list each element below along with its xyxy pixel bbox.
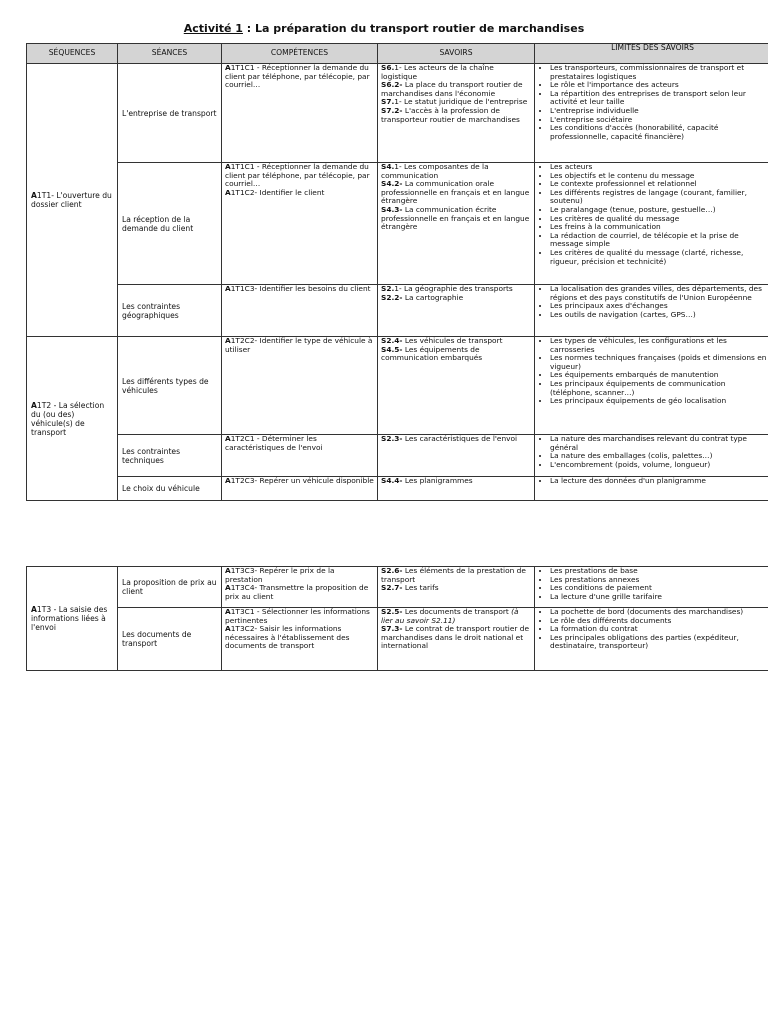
savoir-cell — [378, 435, 535, 477]
savoir-item — [381, 206, 531, 232]
limite-item: • La formation du contrat — [550, 625, 767, 634]
limite-list — [538, 608, 767, 651]
limite-list — [538, 163, 767, 266]
savoir-item-code: S2.6- — [381, 566, 403, 575]
competence-item — [225, 584, 374, 601]
competence-item — [225, 435, 374, 452]
savoir-item-code: S4.3- — [381, 204, 403, 214]
sequence-code: A — [31, 191, 37, 200]
competence-item-text: 1T2C2- Identifier le type de véhicule à utiliser — [225, 336, 373, 354]
competence-cell — [222, 435, 378, 477]
table-row — [27, 337, 768, 435]
competence-item-code: A — [225, 336, 231, 345]
table-row — [27, 608, 768, 671]
savoir-item — [381, 567, 531, 584]
savoir-item — [381, 81, 531, 98]
savoir-cell — [378, 285, 535, 337]
savoir-item-text: 1- La géographie des transports — [394, 284, 513, 293]
competence-item — [225, 337, 374, 354]
savoir-item-code: S2.5- — [381, 607, 403, 616]
competence-item-text: 1T1C1 - Réceptionner la demande du client par téléphone, par télécopie, par courriel… — [225, 162, 370, 189]
table-row — [27, 285, 768, 337]
savoir-item — [381, 584, 531, 593]
savoir-cell — [378, 477, 535, 501]
savoir-cell — [378, 337, 535, 435]
limite-item: • La lecture des données d'un planigramme — [550, 477, 767, 486]
savoir-item — [381, 608, 531, 625]
savoir-item-code: S4.4- — [381, 476, 403, 485]
savoir-cell — [378, 567, 535, 608]
savoir-item — [381, 64, 531, 81]
competence-item-code: A — [225, 63, 231, 72]
savoir-item — [381, 625, 531, 651]
savoir-item-text: 1- Les acteurs de la chaîne logistique — [381, 63, 494, 81]
limite-item: • La pochette de bord (documents des marchandises) — [550, 608, 767, 617]
savoir-item-code: S2.2- — [381, 292, 403, 302]
savoir-item-text: Les caractéristiques de l'envoi — [402, 434, 518, 443]
limite-item: • Les prestations annexes — [550, 576, 767, 585]
header-seances: SÉANCES — [118, 44, 222, 64]
sequence-cell — [27, 337, 118, 501]
competence-item-code: A — [225, 187, 231, 197]
limite-item: • L'encombrement (poids, volume, longueur) — [550, 461, 767, 470]
limite-item: • Les principaux équipements de communication (téléphone, scanner…) — [550, 380, 767, 397]
seance-cell: Les contraintes géographiques — [118, 285, 222, 337]
limite-item: • Le rôle et l'importance des acteurs — [550, 81, 767, 90]
savoir-item-code: S6.2- — [381, 80, 403, 90]
savoir-item-code: S7.3- — [381, 624, 403, 634]
competence-item-code: A — [225, 566, 231, 575]
competence-item — [225, 285, 374, 294]
competence-item — [225, 477, 374, 486]
savoir-item-code: S4. — [381, 162, 395, 171]
seance-cell: L'entreprise de transport — [118, 64, 222, 163]
savoir-item — [381, 107, 531, 124]
table-row — [27, 567, 768, 608]
limite-item: • L'entreprise individuelle — [550, 107, 767, 116]
limite-item: • Les principales obligations des parties (expéditeur, destinataire, transporteur) — [550, 634, 767, 651]
limite-cell — [535, 285, 768, 337]
limite-item: • Les principaux équipements de géo localisation — [550, 397, 767, 406]
competence-item — [225, 608, 374, 625]
sequence-title: 1T3 - La saisie des informations liées à l'envoi — [31, 605, 108, 632]
competence-cell — [222, 337, 378, 435]
savoir-item — [381, 435, 531, 444]
competence-item — [225, 163, 374, 189]
limite-item: • Les normes techniques françaises (poids et dimensions en vigueur) — [550, 354, 767, 371]
savoir-item — [381, 346, 531, 363]
limite-item: • L'entreprise sociétaire — [550, 116, 767, 125]
sequence-cell — [27, 567, 118, 671]
limite-item: • Les principaux axes d'échanges — [550, 302, 767, 311]
limite-cell — [535, 64, 768, 163]
savoir-item-text: L'accès à la profession de transporteur routier de marchandises — [381, 105, 520, 124]
savoir-item-code: S2.7- — [381, 583, 403, 593]
savoir-item-code: S4.2- — [381, 179, 403, 189]
limite-cell — [535, 337, 768, 435]
competence-item-code: A — [225, 583, 231, 593]
limite-cell — [535, 477, 768, 501]
competence-item-text: 1T3C4- Transmettre la proposition de prix au client — [225, 583, 369, 601]
header-row — [27, 44, 768, 64]
competence-item — [225, 64, 374, 90]
competence-item — [225, 189, 374, 198]
limite-item: • Les conditions de paiement — [550, 584, 767, 593]
competence-item-text: 1T3C2- Saisir les informations nécessaires à l'établissement des documents de transport — [225, 624, 350, 651]
competence-item-text: 1T3C3- Repérer le prix de la prestation — [225, 566, 335, 584]
limite-list — [538, 435, 767, 469]
savoir-item — [381, 180, 531, 206]
limite-item: • La localisation des grandes villes, des départements, des régions et des pays constitutifs de l'Union Européenne — [550, 285, 767, 302]
limite-cell — [535, 163, 768, 285]
competence-item — [225, 625, 374, 651]
limite-item: • Les conditions d'accès (honorabilité, capacité professionnelle, capacité financière) — [550, 124, 767, 141]
sequence-cell — [27, 64, 118, 337]
competence-cell — [222, 64, 378, 163]
competence-cell — [222, 477, 378, 501]
savoir-item-text: Les véhicules de transport — [402, 336, 503, 345]
title-text: : La préparation du transport routier de marchandises — [242, 22, 585, 35]
limite-list — [538, 477, 767, 486]
header-competences: COMPÉTENCES — [222, 44, 378, 64]
sequence-code: A — [31, 605, 37, 614]
seance-cell: Les contraintes techniques — [118, 435, 222, 477]
limite-cell — [535, 435, 768, 477]
limite-list — [538, 64, 767, 141]
savoir-item-text: Les équipements de communication embarqués — [381, 344, 483, 363]
seance-cell: La proposition de prix au client — [118, 567, 222, 608]
limite-item: • La nature des marchandises relevant du contrat type général — [550, 435, 767, 452]
competence-item — [225, 567, 374, 584]
competence-cell — [222, 567, 378, 608]
header-savoirs: SAVOIRS — [378, 44, 535, 64]
competence-cell — [222, 608, 378, 671]
table-row — [27, 435, 768, 477]
savoir-item-text: Les éléments de la prestation de transport — [381, 566, 526, 584]
competence-item-code: A — [225, 607, 231, 616]
seance-cell: Le choix du véhicule — [118, 477, 222, 501]
savoir-item-text: Les planigrammes — [402, 476, 473, 485]
limite-item: • Les objectifs et le contenu du message — [550, 172, 767, 181]
limite-item: • Les outils de navigation (cartes, GPS…) — [550, 311, 767, 320]
limite-cell — [535, 608, 768, 671]
competence-item-text: 1T1C1 - Réceptionner la demande du client par téléphone, par télécopie, par courriel… — [225, 63, 370, 90]
limite-item: • Les différents registres de langage (courant, familier, soutenu) — [550, 189, 767, 206]
savoir-item-code: S2. — [381, 284, 395, 293]
limite-item: • Le contexte professionnel et relationnel — [550, 180, 767, 189]
savoir-item-text: La communication écrite professionnelle en français et en langue étrangère — [381, 204, 530, 232]
limite-cell — [535, 567, 768, 608]
savoir-item-text: Le contrat de transport routier de marchandises dans le droit national et international — [381, 624, 529, 651]
limite-item: • La répartition des entreprises de transport selon leur activité et leur taille — [550, 90, 767, 107]
limite-item: • La rédaction de courriel, de télécopie et la prise de message simple — [550, 232, 767, 249]
savoir-item — [381, 477, 531, 486]
competence-item-code: A — [225, 284, 231, 293]
competence-item-text: 1T1C2- Identifier le client — [230, 187, 325, 197]
limite-item: • Les types de véhicules, les configurations et les carrosseries — [550, 337, 767, 354]
limite-item: • Les équipements embarqués de manutention — [550, 371, 767, 380]
sequence-title: 1T1- L'ouverture du dossier client — [31, 191, 112, 209]
savoir-item — [381, 163, 531, 180]
limite-item: • La lecture d'une grille tarifaire — [550, 593, 767, 602]
sequence-title: 1T2 - La sélection du (ou des) véhicule(s) de transport — [31, 400, 105, 437]
competence-item-code: A — [225, 162, 231, 171]
competence-item-text: 1T2C3- Repérer un véhicule disponible — [230, 476, 374, 485]
limite-item: • Les critères de qualité du message (clarté, richesse, rigueur, précision et technicité) — [550, 249, 767, 266]
savoir-item-code: S2.4- — [381, 336, 403, 345]
header-sequences: SÉQUENCES — [27, 44, 118, 64]
limite-item: • La nature des emballages (colis, palettes…) — [550, 452, 767, 461]
activity-label: Activité 1 — [183, 22, 243, 35]
limite-item: • Les freins à la communication — [550, 223, 767, 232]
sequence-code: A — [31, 400, 37, 410]
savoir-cell — [378, 608, 535, 671]
savoir-item — [381, 294, 531, 303]
competence-cell — [222, 163, 378, 285]
limite-item: • Le rôle des différents documents — [550, 617, 767, 626]
table-row — [27, 477, 768, 501]
header-limites: LIMITES DES SAVOIRS — [535, 44, 768, 64]
savoir-item-note: (à lier au savoir S2.11) — [381, 607, 519, 625]
competence-item-text: 1T2C1 - Déterminer les caractéristiques de l'envoi — [225, 434, 323, 452]
limite-item: • Les transporteurs, commissionnaires de transport et prestataires logistiques — [550, 64, 767, 81]
limite-item: • Les acteurs — [550, 163, 767, 172]
competence-item-code: A — [225, 434, 231, 443]
savoir-item-text: La communication orale professionnelle en français et en langue étrangère — [381, 179, 530, 206]
competence-item-code: A — [225, 624, 231, 634]
limite-item: • Le paralangage (tenue, posture, gestuelle…) — [550, 206, 767, 215]
competence-item-code: A — [225, 476, 231, 485]
competence-item-text: 1T1C3- Identifier les besoins du client — [230, 284, 371, 293]
savoir-cell — [378, 64, 535, 163]
page-title — [0, 22, 768, 35]
competence-cell — [222, 285, 378, 337]
seance-cell: Les documents de transport — [118, 608, 222, 671]
savoir-item-code: S2.3- — [381, 434, 403, 443]
seance-cell: La réception de la demande du client — [118, 163, 222, 285]
competences-table-2 — [26, 566, 768, 671]
savoir-item-code: S7. — [381, 97, 395, 107]
savoir-item-text: 1- Les composantes de la communication — [381, 162, 489, 180]
savoir-item-text: Les tarifs — [402, 583, 439, 593]
savoir-item-code: S6. — [381, 63, 395, 72]
savoir-item-code: S4.5- — [381, 344, 403, 354]
savoir-item-text: La place du transport routier de marchandises dans l'économie — [381, 80, 523, 98]
savoir-cell — [378, 163, 535, 285]
savoir-item-text: La cartographie — [402, 292, 464, 302]
competences-table-1 — [26, 43, 768, 501]
table-row — [27, 163, 768, 285]
limite-list — [538, 285, 767, 319]
limite-item: • Les critères de qualité du message — [550, 215, 767, 224]
limite-list — [538, 337, 767, 406]
limite-item: • Les prestations de base — [550, 567, 767, 576]
seance-cell: Les différents types de véhicules — [118, 337, 222, 435]
table-row — [27, 64, 768, 163]
savoir-item-text: 1- Le statut juridique de l'entreprise — [394, 97, 528, 107]
limite-list — [538, 567, 767, 601]
competence-item-text: 1T3C1 - Sélectionner les informations pertinentes — [225, 607, 370, 625]
savoir-item-text: Les documents de transport — [402, 607, 512, 616]
savoir-item-code: S7.2- — [381, 105, 403, 115]
